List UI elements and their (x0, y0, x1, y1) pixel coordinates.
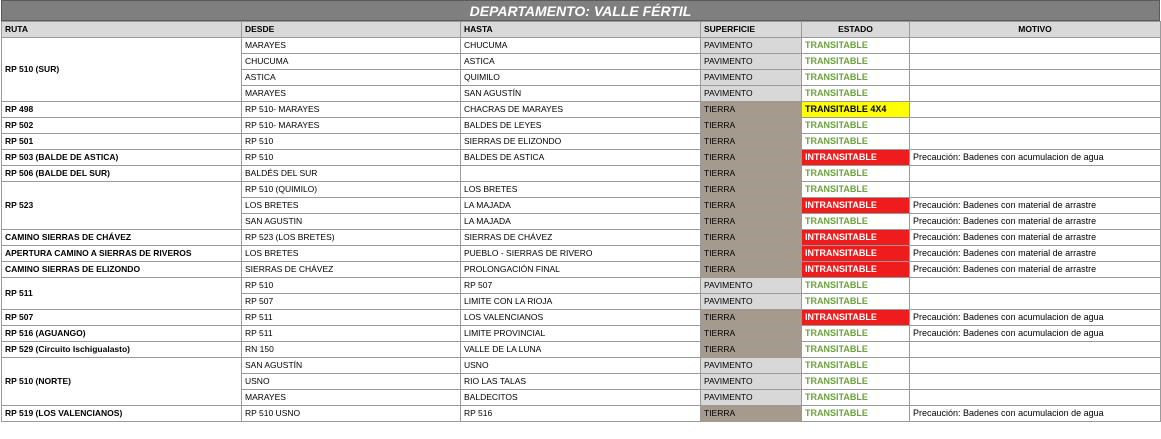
from-cell: USNO (242, 374, 461, 390)
surface-cell: TIERRA (701, 166, 802, 182)
surface-cell: TIERRA (701, 342, 802, 358)
status-badge: TRANSITABLE (802, 118, 910, 134)
from-cell: SIERRAS DE CHÁVEZ (242, 262, 461, 278)
to-cell: PUEBLO - SIERRAS DE RIVERO (461, 246, 701, 262)
header-motivo: MOTIVO (910, 22, 1161, 38)
status-badge: TRANSITABLE (802, 390, 910, 406)
status-badge: TRANSITABLE (802, 86, 910, 102)
from-cell: RP 511 (242, 326, 461, 342)
table-row (2, 166, 1161, 182)
table-row (2, 150, 1161, 166)
reason-cell (910, 294, 1161, 310)
table-row (2, 262, 1161, 278)
route-cell: RP 498 (2, 102, 242, 118)
status-badge: TRANSITABLE (802, 278, 910, 294)
status-badge: TRANSITABLE (802, 326, 910, 342)
to-cell: QUIMILO (461, 70, 701, 86)
to-cell: PROLONGACIÓN FINAL (461, 262, 701, 278)
surface-cell: PAVIMENTO (701, 294, 802, 310)
surface-cell: TIERRA (701, 182, 802, 198)
header-estado: ESTADO (802, 22, 910, 38)
status-badge: TRANSITABLE (802, 406, 910, 422)
route-cell: RP 507 (2, 310, 242, 326)
route-cell: RP 523 (2, 182, 242, 230)
surface-cell: TIERRA (701, 246, 802, 262)
reason-cell: Precaución: Badenes con acumulacion de agua (910, 406, 1161, 422)
reason-cell (910, 182, 1161, 198)
reason-cell: Precaución: Badenes con acumulacion de agua (910, 150, 1161, 166)
status-badge: TRANSITABLE (802, 294, 910, 310)
status-badge: TRANSITABLE (802, 182, 910, 198)
route-cell: CAMINO SIERRAS DE CHÁVEZ (2, 230, 242, 246)
route-cell: RP 503 (BALDE DE ASTICA) (2, 150, 242, 166)
from-cell: BALDÉS DEL SUR (242, 166, 461, 182)
reason-cell (910, 342, 1161, 358)
to-cell: LIMITE PROVINCIAL (461, 326, 701, 342)
table-header-row (2, 22, 1161, 38)
reason-cell (910, 358, 1161, 374)
table-row (2, 134, 1161, 150)
route-cell: RP 502 (2, 118, 242, 134)
surface-cell: PAVIMENTO (701, 38, 802, 54)
from-cell: RP 510- MARAYES (242, 118, 461, 134)
status-badge: TRANSITABLE (802, 374, 910, 390)
surface-cell: PAVIMENTO (701, 86, 802, 102)
reason-cell: Precaución: Badenes con material de arrastre (910, 214, 1161, 230)
status-badge: TRANSITABLE (802, 342, 910, 358)
reason-cell (910, 102, 1161, 118)
to-cell: LA MAJADA (461, 198, 701, 214)
status-badge: INTRANSITABLE (802, 246, 910, 262)
reason-cell (910, 166, 1161, 182)
from-cell: RP 507 (242, 294, 461, 310)
table-row (2, 102, 1161, 118)
reason-cell (910, 134, 1161, 150)
department-title: DEPARTAMENTO: VALLE FÉRTIL (1, 0, 1160, 21)
to-cell: SIERRAS DE ELIZONDO (461, 134, 701, 150)
surface-cell: TIERRA (701, 150, 802, 166)
from-cell: CHUCUMA (242, 54, 461, 70)
from-cell: MARAYES (242, 390, 461, 406)
from-cell: RP 510 (242, 134, 461, 150)
from-cell: LOS BRETES (242, 246, 461, 262)
reason-cell: Precaución: Badenes con material de arrastre (910, 230, 1161, 246)
route-cell: RP 506 (BALDE DEL SUR) (2, 166, 242, 182)
status-badge: TRANSITABLE (802, 38, 910, 54)
table-row (2, 310, 1161, 326)
to-cell: USNO (461, 358, 701, 374)
table-row (2, 230, 1161, 246)
header-superficie: SUPERFICIE (701, 22, 802, 38)
reason-cell (910, 390, 1161, 406)
table-row (2, 278, 1161, 294)
route-cell: RP 529 (Circuito Ischigualasto) (2, 342, 242, 358)
surface-cell: PAVIMENTO (701, 374, 802, 390)
status-badge: TRANSITABLE 4X4 (802, 102, 910, 118)
route-cell: RP 510 (NORTE) (2, 358, 242, 406)
to-cell: RP 516 (461, 406, 701, 422)
to-cell: BALDES DE ASTICA (461, 150, 701, 166)
status-badge: INTRANSITABLE (802, 150, 910, 166)
to-cell: ASTICA (461, 54, 701, 70)
from-cell: MARAYES (242, 86, 461, 102)
to-cell: LIMITE CON LA RIOJA (461, 294, 701, 310)
from-cell: LOS BRETES (242, 198, 461, 214)
reason-cell (910, 54, 1161, 70)
table-row (2, 118, 1161, 134)
status-badge: INTRANSITABLE (802, 198, 910, 214)
reason-cell (910, 86, 1161, 102)
from-cell: RP 510 (242, 150, 461, 166)
surface-cell: PAVIMENTO (701, 278, 802, 294)
to-cell: BALDES DE LEYES (461, 118, 701, 134)
table-row (2, 38, 1161, 54)
to-cell: SAN AGUSTÍN (461, 86, 701, 102)
to-cell: BALDECITOS (461, 390, 701, 406)
from-cell: RP 510 USNO (242, 406, 461, 422)
status-badge: INTRANSITABLE (802, 230, 910, 246)
surface-cell: TIERRA (701, 406, 802, 422)
status-badge: TRANSITABLE (802, 54, 910, 70)
status-badge: TRANSITABLE (802, 358, 910, 374)
header-hasta: HASTA (461, 22, 701, 38)
surface-cell: TIERRA (701, 310, 802, 326)
surface-cell: PAVIMENTO (701, 54, 802, 70)
to-cell: SIERRAS DE CHÁVEZ (461, 230, 701, 246)
route-cell: CAMINO SIERRAS DE ELIZONDO (2, 262, 242, 278)
surface-cell: TIERRA (701, 214, 802, 230)
route-cell: RP 519 (LOS VALENCIANOS) (2, 406, 242, 422)
route-cell: RP 510 (SUR) (2, 38, 242, 102)
surface-cell: TIERRA (701, 326, 802, 342)
reason-cell (910, 278, 1161, 294)
status-badge: TRANSITABLE (802, 70, 910, 86)
surface-cell: PAVIMENTO (701, 358, 802, 374)
surface-cell: TIERRA (701, 198, 802, 214)
surface-cell: TIERRA (701, 262, 802, 278)
to-cell: VALLE DE LA LUNA (461, 342, 701, 358)
route-cell: RP 501 (2, 134, 242, 150)
to-cell: LOS VALENCIANOS (461, 310, 701, 326)
reason-cell: Precaución: Badenes con material de arrastre (910, 198, 1161, 214)
to-cell: CHUCUMA (461, 38, 701, 54)
reason-cell: Precaución: Badenes con acumulacion de agua (910, 326, 1161, 342)
to-cell: RP 507 (461, 278, 701, 294)
roads-table (1, 21, 1161, 422)
status-badge: INTRANSITABLE (802, 310, 910, 326)
to-cell: RIO LAS TALAS (461, 374, 701, 390)
table-row (2, 182, 1161, 198)
from-cell: RP 523 (LOS BRETES) (242, 230, 461, 246)
status-badge: TRANSITABLE (802, 166, 910, 182)
reason-cell: Precaución: Badenes con material de arrastre (910, 246, 1161, 262)
status-badge: TRANSITABLE (802, 214, 910, 230)
from-cell: RP 510- MARAYES (242, 102, 461, 118)
from-cell: MARAYES (242, 38, 461, 54)
to-cell: CHACRAS DE MARAYES (461, 102, 701, 118)
reason-cell: Precaución: Badenes con material de arrastre (910, 262, 1161, 278)
route-cell: RP 516 (AGUANGO) (2, 326, 242, 342)
roads-status-sheet (1, 0, 1160, 422)
to-cell (461, 166, 701, 182)
from-cell: RP 510 (242, 278, 461, 294)
header-ruta: RUTA (2, 22, 242, 38)
header-desde: DESDE (242, 22, 461, 38)
table-row (2, 246, 1161, 262)
reason-cell (910, 374, 1161, 390)
reason-cell (910, 118, 1161, 134)
table-row (2, 406, 1161, 422)
surface-cell: TIERRA (701, 134, 802, 150)
reason-cell: Precaución: Badenes con acumulacion de agua (910, 310, 1161, 326)
from-cell: SAN AGUSTÍN (242, 358, 461, 374)
from-cell: RP 511 (242, 310, 461, 326)
to-cell: LA MAJADA (461, 214, 701, 230)
table-body (2, 38, 1161, 422)
surface-cell: TIERRA (701, 118, 802, 134)
from-cell: RP 510 (QUIMILO) (242, 182, 461, 198)
surface-cell: PAVIMENTO (701, 390, 802, 406)
table-row (2, 342, 1161, 358)
status-badge: TRANSITABLE (802, 134, 910, 150)
table-row (2, 358, 1161, 374)
route-cell: APERTURA CAMINO A SIERRAS DE RIVEROS (2, 246, 242, 262)
status-badge: INTRANSITABLE (802, 262, 910, 278)
from-cell: ASTICA (242, 70, 461, 86)
table-row (2, 326, 1161, 342)
route-cell: RP 511 (2, 278, 242, 310)
reason-cell (910, 70, 1161, 86)
to-cell: LOS BRETES (461, 182, 701, 198)
from-cell: RN 150 (242, 342, 461, 358)
reason-cell (910, 38, 1161, 54)
from-cell: SAN AGUSTIN (242, 214, 461, 230)
surface-cell: TIERRA (701, 102, 802, 118)
surface-cell: PAVIMENTO (701, 70, 802, 86)
surface-cell: TIERRA (701, 230, 802, 246)
